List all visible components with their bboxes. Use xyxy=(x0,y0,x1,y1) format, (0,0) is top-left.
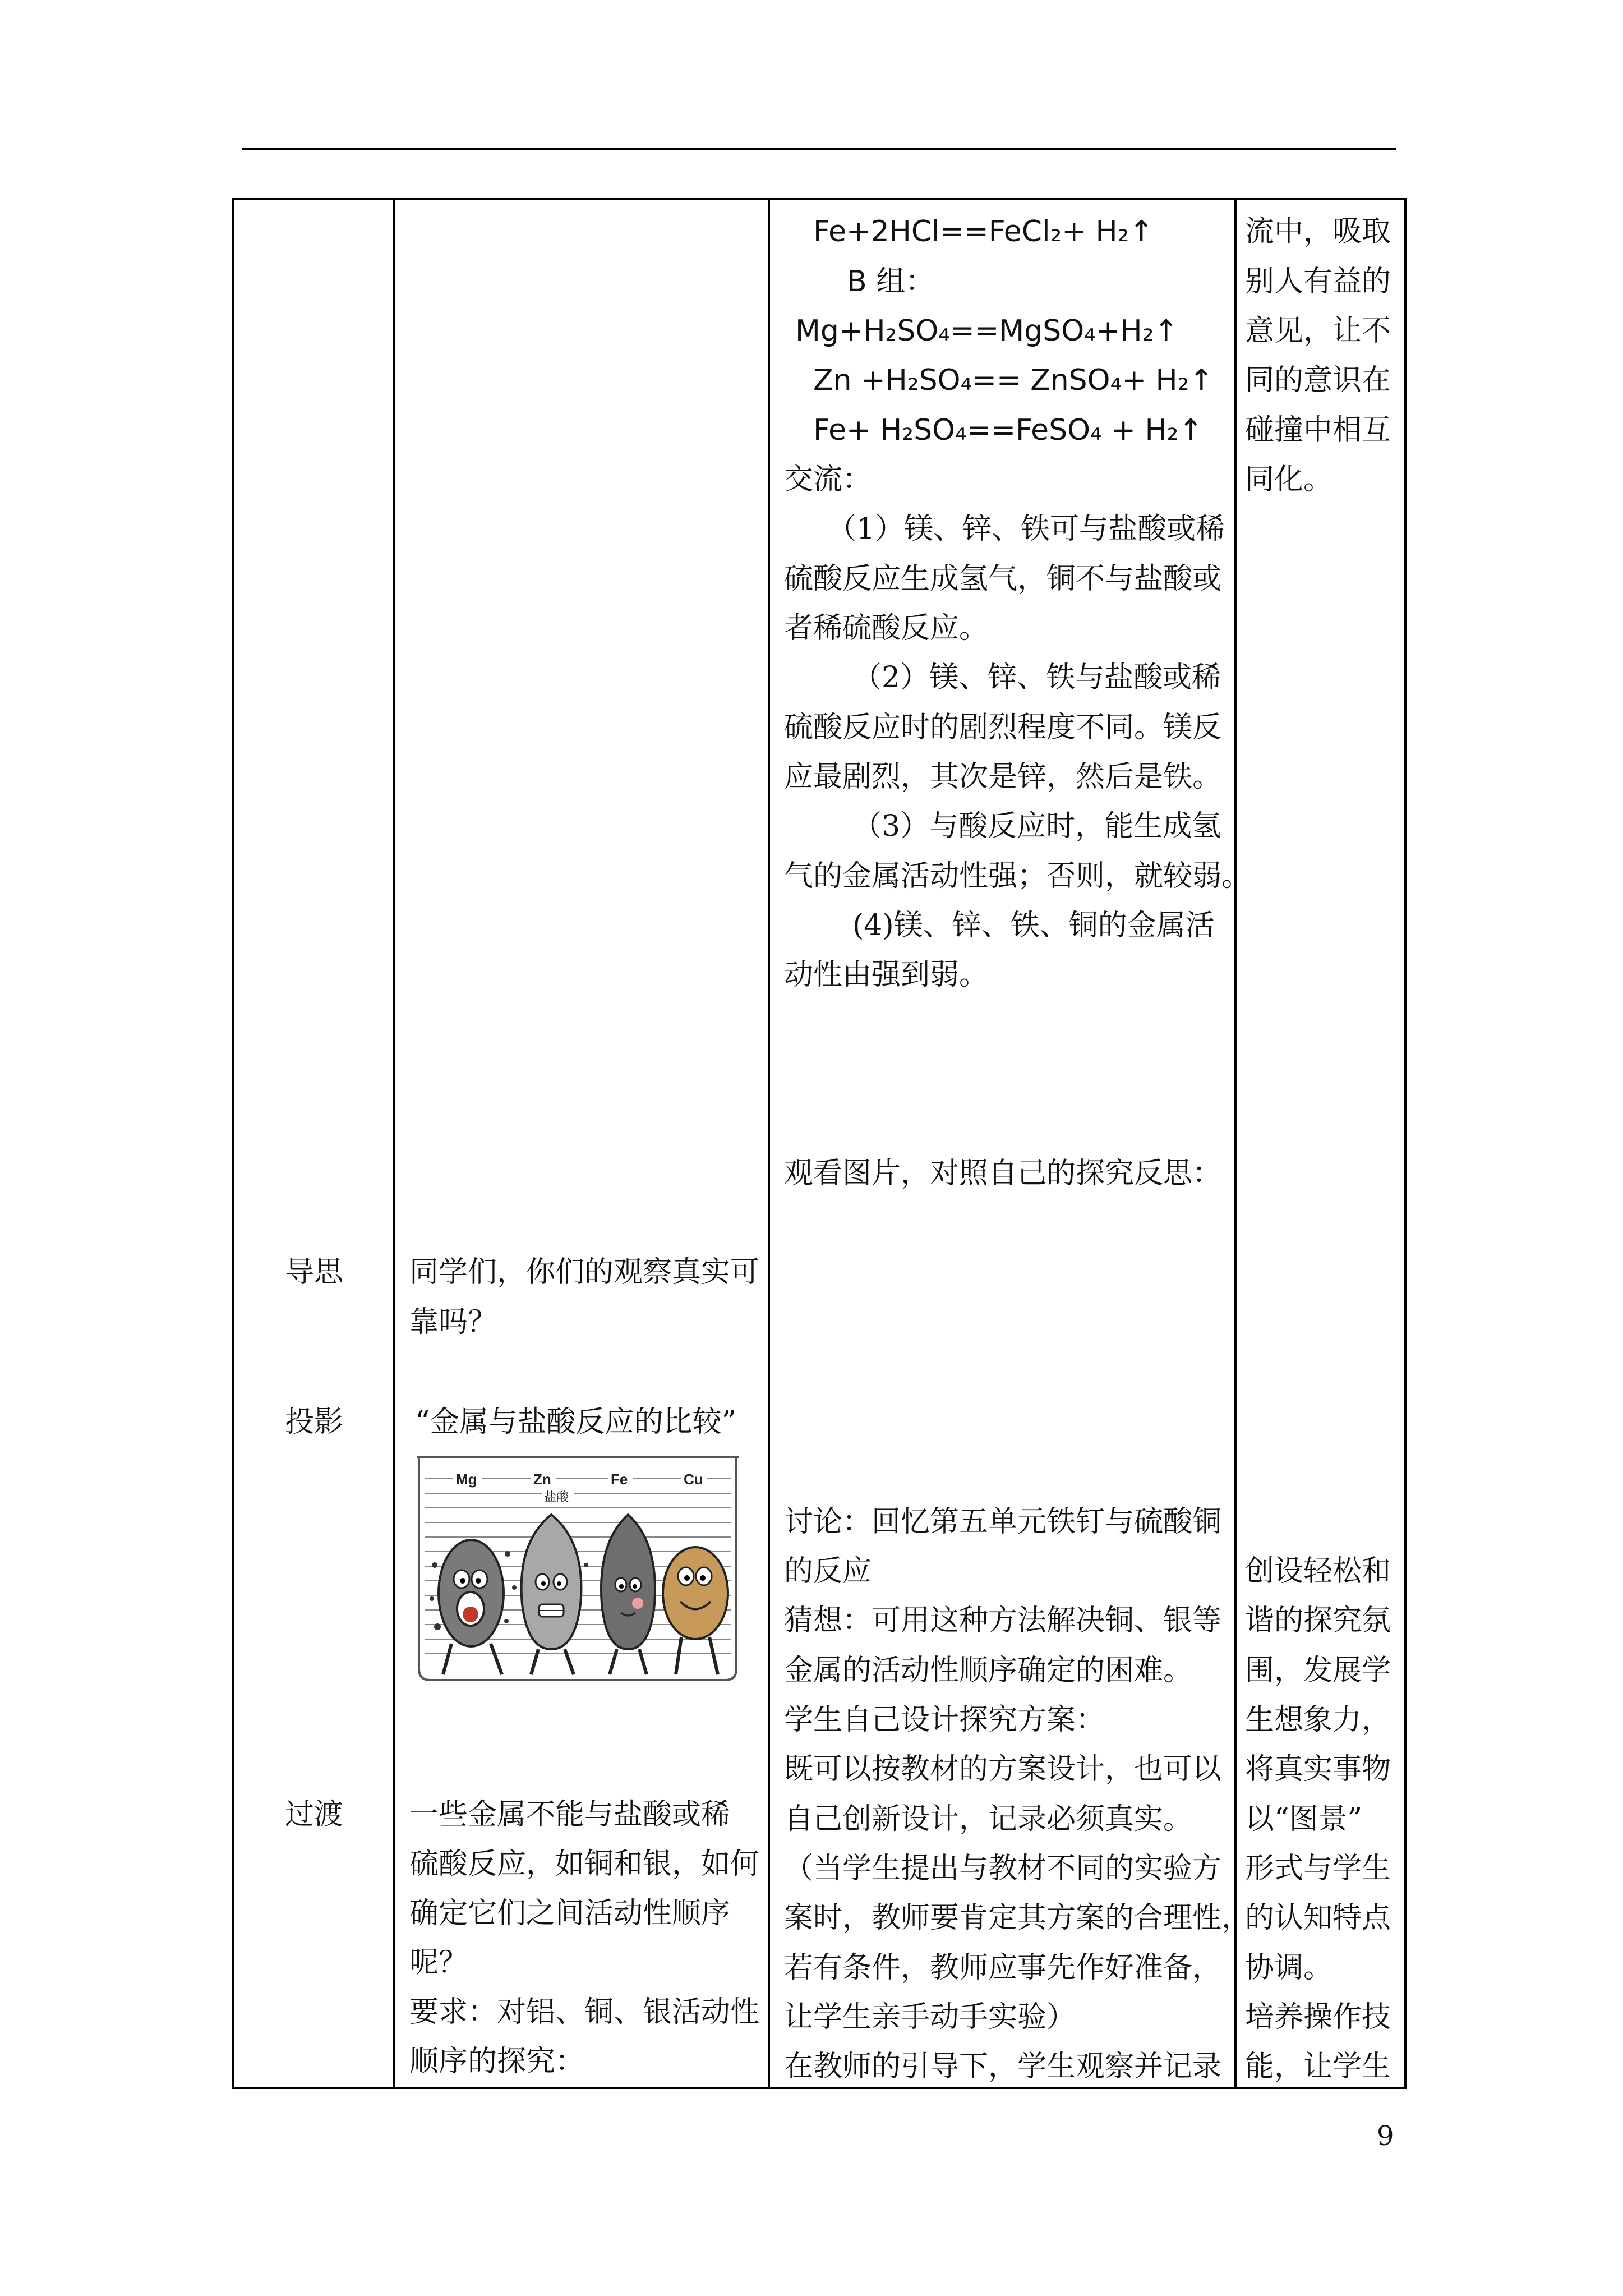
design-plan-heading: 学生自己设计探究方案： xyxy=(784,1703,1105,1737)
intent-a-line-4: 同的意识在 xyxy=(1245,364,1391,397)
exchange-heading: 交流： xyxy=(784,463,872,496)
point-2-line-1: （2）镁、锌、铁与盐酸或稀 xyxy=(852,661,1221,694)
column-divider-1 xyxy=(393,200,395,2087)
transition-line-2: 硫酸反应，如铜和银，如何 xyxy=(409,1847,760,1881)
teacher-note-line-1: （当学生提出与教材不同的实验方 xyxy=(784,1852,1222,1885)
stage-label-touying: 投影 xyxy=(285,1405,344,1439)
point-1-line-3: 者稀硫酸反应。 xyxy=(784,611,989,645)
discussion-line-1: 讨论：回忆第五单元铁钉与硫酸铜 xyxy=(784,1505,1222,1539)
group-b-label: B 组： xyxy=(847,265,935,298)
intent-a-line-3: 意见，让不 xyxy=(1245,314,1391,348)
equation-fe-hcl: Fe+2HCl==FeCl₂+ H₂↑ xyxy=(813,215,1154,249)
label-mg: Mg xyxy=(456,1471,477,1488)
intent-b-line-1: 创设轻松和 xyxy=(1245,1554,1391,1588)
transition-line-1: 一些金属不能与盐酸或稀 xyxy=(409,1798,731,1832)
label-cu: Cu xyxy=(684,1471,703,1488)
transition-line-3: 确定它们之间活动性顺序 xyxy=(409,1897,731,1930)
teacher-question-line-1: 同学们，你们的观察真实可 xyxy=(409,1255,760,1289)
point-2-line-2: 硫酸反应时的剧烈程度不同。镁反 xyxy=(784,711,1222,744)
intent-b-line-2: 谐的探究氛 xyxy=(1245,1604,1391,1637)
teacher-note-line-3: 若有条件，教师应事先作好准备， xyxy=(784,1951,1222,1985)
hypothesis-line-1: 猜想：可用这种方法解决铜、银等 xyxy=(784,1604,1222,1637)
intent-b-line-4: 生想象力， xyxy=(1245,1703,1391,1737)
equation-fe-h2so4: Fe+ H₂SO₄==FeSO₄ + H₂↑ xyxy=(813,413,1204,447)
intent-b-line-8: 的认知特点 xyxy=(1245,1901,1391,1935)
label-fe: Fe xyxy=(611,1471,628,1488)
point-1-line-2: 硫酸反应生成氢气，铜不与盐酸或 xyxy=(784,562,1222,596)
point-2-line-3: 应最剧烈，其次是锌，然后是铁。 xyxy=(784,760,1222,794)
stage-label-guodu: 过渡 xyxy=(285,1798,344,1832)
projection-caption: “金属与盐酸反应的比较” xyxy=(415,1405,737,1439)
intent-c-line-1: 培养操作技 xyxy=(1245,2000,1391,2034)
stage-label-daosi: 导思 xyxy=(285,1255,344,1289)
intent-b-line-3: 围，发展学 xyxy=(1245,1654,1391,1687)
point-4-line-2: 动性由强到弱。 xyxy=(784,958,989,992)
requirement-line-1: 要求：对铝、铜、银活动性 xyxy=(409,1995,760,2029)
intent-a-line-5: 碰撞中相互 xyxy=(1245,413,1391,447)
guided-observation-line: 在教师的引导下，学生观察并记录 xyxy=(784,2050,1222,2083)
requirement-line-2: 顺序的探究： xyxy=(409,2045,585,2078)
header-rule xyxy=(242,148,1396,150)
teacher-note-line-2: 案时，教师要肯定其方案的合理性， xyxy=(784,1901,1251,1935)
label-hydrochloric-acid: 盐酸 xyxy=(544,1490,569,1504)
intent-a-line-1: 流中，吸取 xyxy=(1245,215,1391,249)
design-option-line-1: 既可以按教材的方案设计，也可以 xyxy=(784,1752,1222,1786)
design-option-line-2: 自己创新设计，记录必须真实。 xyxy=(784,1802,1193,1836)
teacher-question-line-2: 靠吗？ xyxy=(409,1305,497,1339)
equation-mg-h2so4: Mg+H₂SO₄==MgSO₄+H₂↑ xyxy=(795,314,1179,348)
teacher-note-line-4: 让学生亲手动手实验） xyxy=(784,2000,1076,2034)
iron-character xyxy=(601,1515,655,1674)
intent-a-line-2: 别人有益的 xyxy=(1245,265,1391,298)
intent-b-line-6: 以“图景” xyxy=(1245,1802,1363,1836)
point-3-line-1: （3）与酸反应时，能生成氢 xyxy=(852,809,1221,843)
point-3-line-2: 气的金属活动性强；否则，就较弱。 xyxy=(784,859,1251,893)
point-4-line-1: (4)镁、锌、铁、铜的金属活 xyxy=(852,909,1215,942)
intent-a-line-6: 同化。 xyxy=(1245,463,1333,496)
discussion-line-2: 的反应 xyxy=(784,1554,872,1588)
copper-character xyxy=(663,1547,728,1674)
column-divider-2 xyxy=(768,200,770,2087)
label-zn: Zn xyxy=(533,1471,551,1488)
point-1-line-1: （1）镁、锌、铁可与盐酸或稀 xyxy=(827,512,1225,546)
view-pictures-reflection: 观看图片，对照自己的探究反思： xyxy=(784,1157,1222,1190)
transition-line-4: 呢？ xyxy=(409,1946,468,1980)
intent-c-line-2: 能，让学生 xyxy=(1245,2050,1391,2083)
intent-b-line-5: 将真实事物 xyxy=(1245,1752,1391,1786)
page-number: 9 xyxy=(1377,2120,1394,2152)
metal-acid-reaction-illustration xyxy=(412,1453,743,1688)
column-divider-3 xyxy=(1234,200,1237,2087)
hypothesis-line-2: 金属的活动性顺序确定的困难。 xyxy=(784,1654,1193,1687)
zinc-character xyxy=(512,1515,588,1674)
equation-zn-h2so4: Zn +H₂SO₄== ZnSO₄+ H₂↑ xyxy=(813,364,1214,397)
intent-b-line-9: 协调。 xyxy=(1245,1951,1333,1985)
intent-b-line-7: 形式与学生 xyxy=(1245,1852,1391,1885)
